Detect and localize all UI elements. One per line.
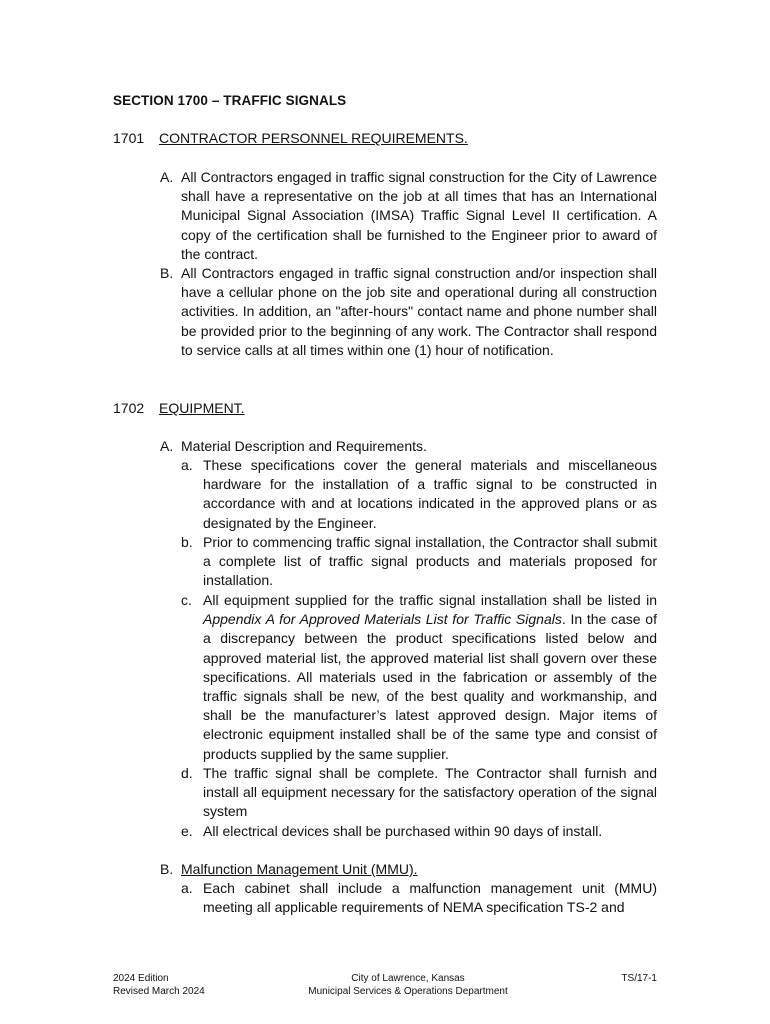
- list-marker: c.: [181, 592, 192, 608]
- footer-city: City of Lawrence, Kansas: [351, 973, 465, 984]
- appendix-reference: Appendix A for Approved Materials List for Traffic Signals: [203, 611, 562, 628]
- footer-page-number: TS/17-1: [621, 973, 657, 984]
- heading-1702-number: 1702: [113, 400, 145, 416]
- list-item-text: Each cabinet shall include a malfunction management unit (MMU) meeting all applicable requirements of NEMA specification TS-2 and: [203, 880, 657, 916]
- subsection-a-title: Material Description and Requirements.: [181, 438, 427, 454]
- list-item-b-a: [181, 879, 657, 917]
- list-marker: a.: [181, 457, 193, 473]
- list-marker: b.: [181, 534, 193, 550]
- list-item-a-b: [181, 533, 657, 591]
- text-segment: All equipment supplied for the traffic signal installation shall be listed in: [203, 592, 657, 608]
- section-title: SECTION 1700 – TRAFFIC SIGNALS: [113, 93, 347, 108]
- list-item-text: [203, 591, 657, 764]
- heading-1701-title: CONTRACTOR PERSONNEL REQUIREMENTS.: [159, 130, 468, 146]
- footer-department: Municipal Services & Operations Department: [308, 986, 508, 997]
- heading-1701: [113, 130, 468, 146]
- list-item-text: All Contractors engaged in traffic signal construction and/or inspection shall have a cellular phone on the job site and operational during all construction activities. In addition, an "after-hours" contact name and phone number shall be provided prior to the beginning of any work. The Contractor shall respond to service calls at all times within one (1) hour of notification.: [181, 265, 657, 358]
- list-item-a-d: [181, 764, 657, 822]
- list-marker: B.: [160, 265, 174, 281]
- footer-edition-block: [113, 972, 205, 998]
- subsection-b-title: Malfunction Management Unit (MMU).: [181, 861, 418, 877]
- list-marker: A.: [160, 438, 174, 454]
- footer-publisher-block: [258, 972, 558, 998]
- footer-revised: Revised March 2024: [113, 986, 205, 997]
- heading-1702-title: EQUIPMENT.: [159, 400, 245, 416]
- list-item-1701-a: [160, 168, 657, 264]
- heading-1701-number: 1701: [113, 130, 145, 146]
- subsection-a-heading: [160, 437, 657, 456]
- list-marker: d.: [181, 765, 193, 781]
- subsection-b-heading: [160, 860, 657, 879]
- list-item-text: All electrical devices shall be purchased within 90 days of install.: [203, 823, 603, 839]
- list-item-text: These specifications cover the general materials and miscellaneous hardware for the installation of a traffic signal to be constructed in accordance with and at locations indicated in the approved plans or as designated by the Engineer.: [203, 457, 657, 531]
- list-item-a-a: [181, 456, 657, 533]
- list-item-text: All Contractors engaged in traffic signal construction for the City of Lawrence shall have a representative on the job at all times that has an International Municipal Signal Association (IMSA) Traffic Signal Level II certification. A copy of the certification shall be furnished to the Engineer prior to award of the contract.: [181, 169, 657, 262]
- list-marker: A.: [160, 169, 174, 185]
- list-item-1701-b: [160, 264, 657, 360]
- list-item-a-e: [181, 822, 657, 841]
- list-marker: e.: [181, 823, 193, 839]
- list-item-a-c: [181, 591, 657, 764]
- footer-edition: 2024 Edition: [113, 973, 169, 984]
- list-marker: B.: [160, 861, 174, 877]
- text-segment: . In the case of a discrepancy between the product specifications listed below and approved material list, the approved material list shall govern over these specifications. All materials used in the fabrication or assembly of the traffic signals shall be new, of the best quality and workmanship, and shall be the manufacturer’s latest approved design. Major items of electronic equipment installed shall be of the same type and consist of products supplied by the same supplier.: [203, 611, 657, 762]
- list-item-text: The traffic signal shall be complete. The Contractor shall furnish and install all equipment necessary for the satisfactory operation of the signal system: [203, 765, 657, 820]
- list-item-text: Prior to commencing traffic signal installation, the Contractor shall submit a complete list of traffic signal products and materials proposed for installation.: [203, 534, 657, 589]
- list-marker: a.: [181, 880, 193, 896]
- heading-1702: [113, 400, 245, 416]
